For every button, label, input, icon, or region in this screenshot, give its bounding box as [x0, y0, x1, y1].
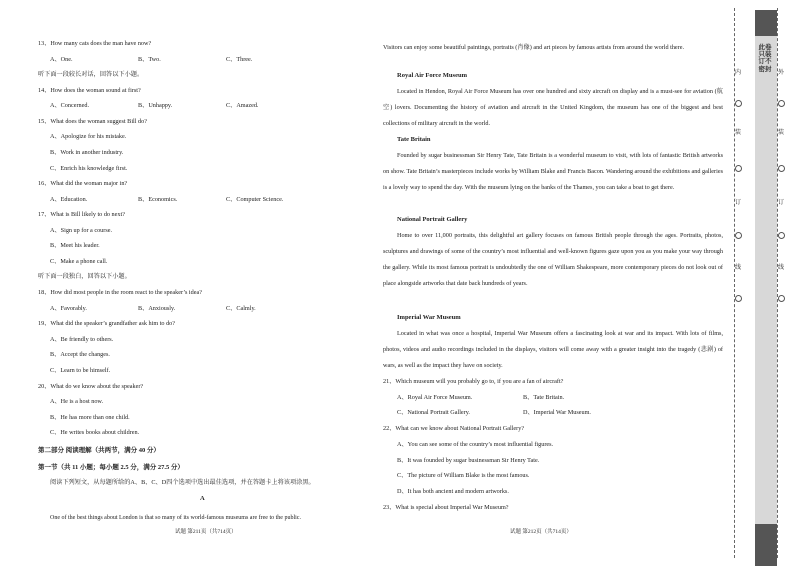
page-footer: 试题 第212页（共714页） [510, 529, 572, 535]
option: C、The picture of William Blake is the most famous. [397, 472, 530, 479]
passage-text: Visitors can enjoy some beautiful paintings, portraits (肖像) and art pieces by famous artists from around the world there. [383, 44, 685, 51]
passage-text: Home to over 11,000 portraits, this delightful art gallery focuses on famous British people through the ages. Portraits, photos, sculptures and drawings of some of the country’s most influential and well-known figures gaze upon you as you make your way through the gallery. While its most famous portrait is undoubtedly the one of William Shakespeare, more contemporary pieces do not look out of place alongside artworks that date back hundreds of years. [383, 232, 723, 287]
option: A、Apologize for his mistake. [50, 133, 127, 140]
option: C、Amazed. [226, 102, 259, 109]
question-18: 18、How did most people in the room react to the speaker’s idea? [38, 289, 202, 296]
option: A、Sign up for a course. [50, 227, 113, 234]
question-23: 23、What is special about Imperial War Museum? [383, 504, 509, 511]
question-14: 14、How does the woman sound at first? [38, 87, 141, 94]
option: A、You can see some of the country’s most influential figures. [397, 441, 554, 448]
binding-circle [778, 232, 785, 239]
outer-label-char: 装 [778, 130, 785, 136]
binding-circle [735, 232, 742, 239]
binding-bar-bottom [755, 524, 777, 566]
passage-text: One of the best things about London is that so many of its world-famous museums are free to the public. [50, 515, 301, 521]
binding-circle [778, 100, 785, 107]
inner-label-char: 装 [735, 130, 742, 136]
binding-notice: 此卷只装订不密封 [758, 44, 772, 73]
inner-label-char: 线 [735, 265, 742, 271]
option: A、Education. [50, 196, 88, 203]
question-21: 21、Which museum will you probably go to, if you are a fan of aircraft? [383, 378, 564, 385]
question-13: 13、How many cats does the man have now? [38, 40, 152, 47]
question-17: 17、What is Bill likely to do next? [38, 211, 125, 218]
question-16: 16、What did the woman major in? [38, 180, 128, 187]
left-page [0, 0, 375, 566]
inner-dashed-line [734, 8, 735, 558]
museum-heading: Imperial War Museum [397, 314, 461, 321]
option: B、Two. [138, 56, 161, 63]
option: B、Work in another industry. [50, 149, 124, 156]
section-heading: 第一节（共 11 小题；每小题 2.5 分，满分 27.5 分） [38, 464, 184, 471]
option: B、He has more than one child. [50, 414, 130, 421]
binding-circle [735, 165, 742, 172]
binding-bar-top [755, 10, 777, 36]
museum-heading: National Portrait Gallery [397, 216, 468, 223]
binding-circle [778, 295, 785, 302]
option: A、Royal Air Force Museum. [397, 394, 473, 401]
listening-instruction: 听下面一段较长对话，回答以下小题。 [38, 71, 144, 78]
option: C、National Portrait Gallery. [397, 409, 470, 416]
passage-text: Located in Hendon, Royal Air Force Museum has over one hundred and sixty aircraft on display and is a must-see for aviation (航空) lovers. Documenting the history of aviation and aircraft in the United Kingdom, the museum has one of the biggest and best collections of military aircraft in the world. [383, 88, 723, 127]
option: B、Anxiously. [138, 305, 176, 312]
listening-instruction: 听下面一段独白，回答以下小题。 [38, 273, 131, 280]
outer-dashed-line [777, 8, 778, 558]
outer-label-char: 线 [778, 265, 785, 271]
museum-heading: Tate Britain [397, 136, 431, 143]
binding-circle [735, 100, 742, 107]
option: C、Make a phone call. [50, 258, 108, 265]
passage-label: A [200, 495, 205, 502]
right-page [375, 0, 730, 566]
museum-heading: Royal Air Force Museum [397, 72, 467, 79]
option: A、He is a host now. [50, 398, 104, 405]
reading-instruction: 阅读下列短文，从每题所给的A、B、C、D四个选项中选出最佳选项，并在答题卡上将该项涂黑。 [50, 479, 315, 486]
option: C、Computer Science. [226, 196, 284, 203]
option: B、Tate Britain. [523, 394, 565, 401]
option: B、Economics. [138, 196, 178, 203]
option: A、Favorably. [50, 305, 87, 312]
option: C、Learn to be himself. [50, 367, 111, 374]
option: D、Imperial War Museum. [523, 409, 591, 416]
question-20: 20、What do we know about the speaker? [38, 383, 144, 390]
passage-text: Located in what was once a hospital, Imperial War Museum offers a fascinating look at war and its impact. With lots of films, photos, videos and audio recordings included in the displays, visitors will come away with a greater insight into the tragedy (悲剧) of wars, as well as the impact they have on society. [383, 330, 723, 369]
inner-label-char: 订 [735, 200, 742, 206]
option: C、He writes books about children. [50, 429, 140, 436]
option: C、Three. [226, 56, 253, 63]
passage-text: Founded by sugar businessman Sir Henry Tate, Tate Britain is a wonderful museum to visit, with lots of fantastic British artworks on show. Tate Britain’s masterpieces include works by William Blake and Francis Bacon. Wandering around the exhibitions and galleries is a lovely way to spend the day. With the museum lying on the banks of the Thames, you can take a boat to get there. [383, 152, 723, 191]
option: D、It has both ancient and modern artworks. [397, 488, 509, 495]
binding-circle [778, 165, 785, 172]
binding-bar [755, 10, 777, 566]
option: A、Concerned. [50, 102, 90, 109]
option: A、One. [50, 56, 73, 63]
question-19: 19、What did the speaker’s grandfather ask him to do? [38, 320, 176, 327]
option: B、Unhappy. [138, 102, 173, 109]
page-footer: 试题 第211页（共714页） [175, 529, 237, 535]
option: C、Enrich his knowledge first. [50, 165, 128, 172]
option: B、Meet his leader. [50, 242, 100, 249]
outer-label-char: 订 [778, 200, 785, 206]
outer-label-char: 外 [778, 70, 785, 76]
inner-label-char: 内 [735, 70, 742, 76]
question-15: 15、What does the woman suggest Bill do? [38, 118, 147, 125]
part-heading: 第二部分 阅读理解（共两节，满分 40 分） [38, 447, 160, 454]
option: A、Be friendly to others. [50, 336, 114, 343]
option: B、It was founded by sugar businessman Sir Henry Tate. [397, 457, 540, 464]
question-22: 22、What can we know about National Portrait Gallery? [383, 425, 525, 432]
option: B、Accept the changes. [50, 351, 110, 358]
option: C、Calmly. [226, 305, 256, 312]
binding-circle [735, 295, 742, 302]
